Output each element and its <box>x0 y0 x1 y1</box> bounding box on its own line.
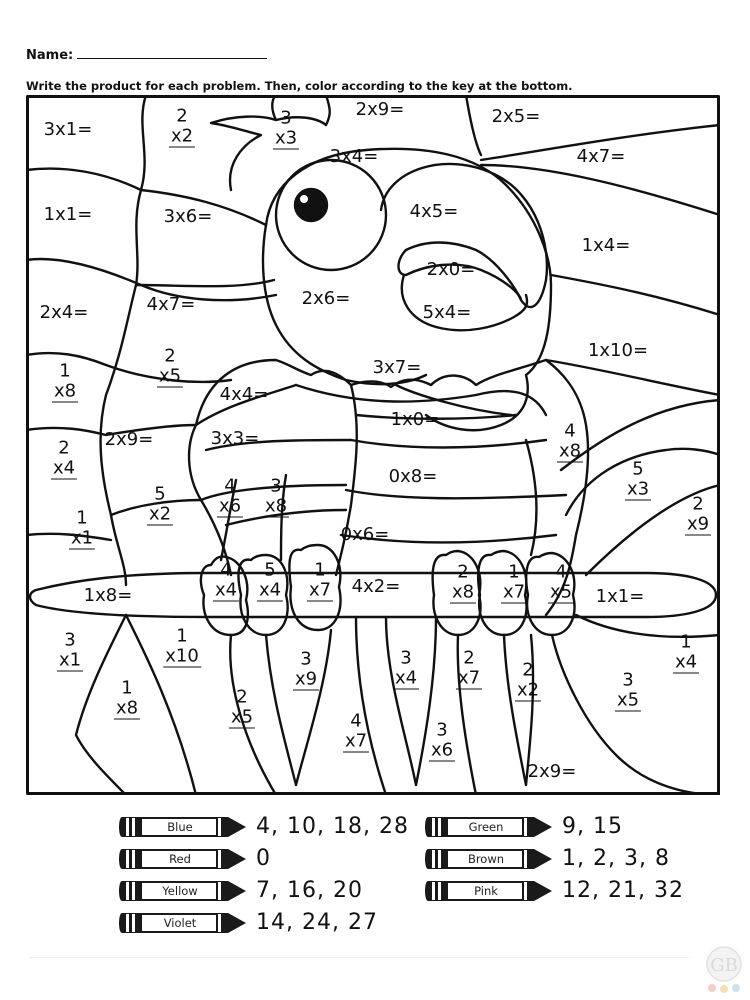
crayon-pink-icon <box>424 879 554 903</box>
watermark-logo <box>702 944 746 996</box>
key-values-blue: 4, 10, 18, 28 <box>256 814 409 839</box>
key-row-brown <box>424 846 670 871</box>
crayon-brown-icon <box>424 847 554 871</box>
problem-4x7-right: 4x7= <box>576 146 626 167</box>
problem-4x7-vertical: 4 x7 <box>344 710 368 752</box>
problem-1x7-left: 1 x7 <box>308 559 332 601</box>
problem-2x4: 2x4= <box>39 302 89 323</box>
crayon-label-red: Red <box>169 851 191 866</box>
problem-2x9-vertical: 2 x9 <box>686 493 710 535</box>
problem-2x7: 2 x7 <box>457 647 481 689</box>
key-row-green <box>424 814 623 839</box>
problem-4x2: 4x2= <box>351 576 401 597</box>
problem-3x7: 3x7= <box>372 357 422 378</box>
crayon-yellow-icon <box>118 879 248 903</box>
problem-4x8: 4 x8 <box>558 420 582 462</box>
key-values-yellow: 7, 16, 20 <box>256 878 363 903</box>
key-values-green: 9, 15 <box>562 814 623 839</box>
problem-1x10: 1x10= <box>587 340 649 361</box>
problem-0x8: 0x8= <box>388 466 438 487</box>
problem-1x8-bottom: 1 x8 <box>115 677 139 719</box>
problem-4x4: 4x4= <box>219 384 269 405</box>
problem-5x2: 5 x2 <box>148 483 172 525</box>
problem-1x4-vertical: 1 x4 <box>674 631 698 673</box>
key-row-blue <box>118 814 409 839</box>
key-values-brown: 1, 2, 3, 8 <box>562 846 670 871</box>
problem-1x1-right: 1x1= <box>595 586 645 607</box>
problem-2x2-vertical: 2 x2 <box>516 659 540 701</box>
crayon-label-yellow: Yellow <box>162 883 198 898</box>
problem-3x4-vertical: 3 x4 <box>394 647 418 689</box>
problem-1x1-left: 1x1= <box>43 204 93 225</box>
key-row-pink <box>424 878 684 903</box>
problem-4x7: 4x7= <box>146 294 196 315</box>
problem-1x8: 1x8= <box>83 585 133 606</box>
problem-2x5: 2x5= <box>491 106 541 127</box>
name-field[interactable] <box>26 46 267 63</box>
crayon-label-blue: Blue <box>167 819 193 834</box>
color-key <box>0 808 750 948</box>
crayon-label-pink: Pink <box>474 883 498 898</box>
problem-2x5-vertical: 2 x5 <box>158 345 182 387</box>
name-label: Name: <box>26 48 74 63</box>
problem-2x5-bottom: 2 x5 <box>230 686 254 728</box>
problem-2x9: 2x9= <box>355 99 405 120</box>
problem-2x8: 2 x8 <box>451 561 475 603</box>
problem-3x3: 3 x3 <box>274 107 298 149</box>
crayon-green-icon <box>424 815 554 839</box>
problem-2x6: 2x6= <box>301 288 351 309</box>
problem-1x0: 1x0= <box>390 409 440 430</box>
problem-3x8: 3 x8 <box>264 475 288 517</box>
problem-5x4: 5x4= <box>422 302 472 323</box>
problem-3x1: 3x1= <box>43 119 93 140</box>
problem-2x4-vertical: 2 x4 <box>52 437 76 479</box>
problem-1x7-right: 1 x7 <box>502 561 526 603</box>
problem-3x4: 3x4= <box>329 146 379 167</box>
key-row-red <box>118 846 271 871</box>
problem-2x9-left: 2x9= <box>104 429 154 450</box>
problem-0x6: 0x6= <box>340 524 390 545</box>
key-values-pink: 12, 21, 32 <box>562 878 684 903</box>
problem-1x4: 1x4= <box>581 235 631 256</box>
crayon-label-violet: Violet <box>163 915 197 930</box>
watermark-text: GB <box>710 955 738 976</box>
key-values-red: 0 <box>256 846 271 871</box>
problem-2x0: 2x0= <box>426 259 476 280</box>
crayon-label-brown: Brown <box>467 851 505 866</box>
key-row-violet <box>118 910 378 935</box>
problem-4x5-vertical: 4 x5 <box>549 561 573 603</box>
problem-4x5: 4x5= <box>409 201 459 222</box>
problem-3x1-vertical: 3 x1 <box>58 629 82 671</box>
problem-1x1-vertical: 1 x1 <box>70 507 94 549</box>
problem-1x10-vertical: 1 x10 <box>165 625 199 667</box>
crayon-label-green: Green <box>468 819 504 834</box>
problem-3x9: 3 x9 <box>294 648 318 690</box>
problem-2x2: 2 x2 <box>170 105 194 147</box>
footer-divider <box>30 957 690 958</box>
problem-1x8-vertical: 1 x8 <box>53 360 77 402</box>
crayon-red-icon <box>118 847 248 871</box>
problem-3x6: 3x6= <box>163 206 213 227</box>
problem-4x6: 4 x6 <box>218 475 242 517</box>
color-by-number-picture[interactable] <box>26 95 720 795</box>
key-row-yellow <box>118 878 363 903</box>
problem-5x4-vertical: 5 x4 <box>258 559 282 601</box>
problem-5x3: 5 x3 <box>626 458 650 500</box>
instructions: Write the product for each problem. Then, color according to the key at the bottom. <box>26 79 573 93</box>
problem-3x5: 3 x5 <box>616 669 640 711</box>
problem-4x4-vertical: 4 x4 <box>214 559 238 601</box>
key-values-violet: 14, 24, 27 <box>256 910 378 935</box>
crayon-violet-icon <box>118 911 248 935</box>
crayon-blue-icon <box>118 815 248 839</box>
name-blank[interactable] <box>77 46 267 59</box>
problem-2x9-bottom: 2x9= <box>527 761 577 782</box>
problem-3x6-vertical: 3 x6 <box>430 719 454 761</box>
problem-3x3-horizontal: 3x3= <box>210 428 260 449</box>
